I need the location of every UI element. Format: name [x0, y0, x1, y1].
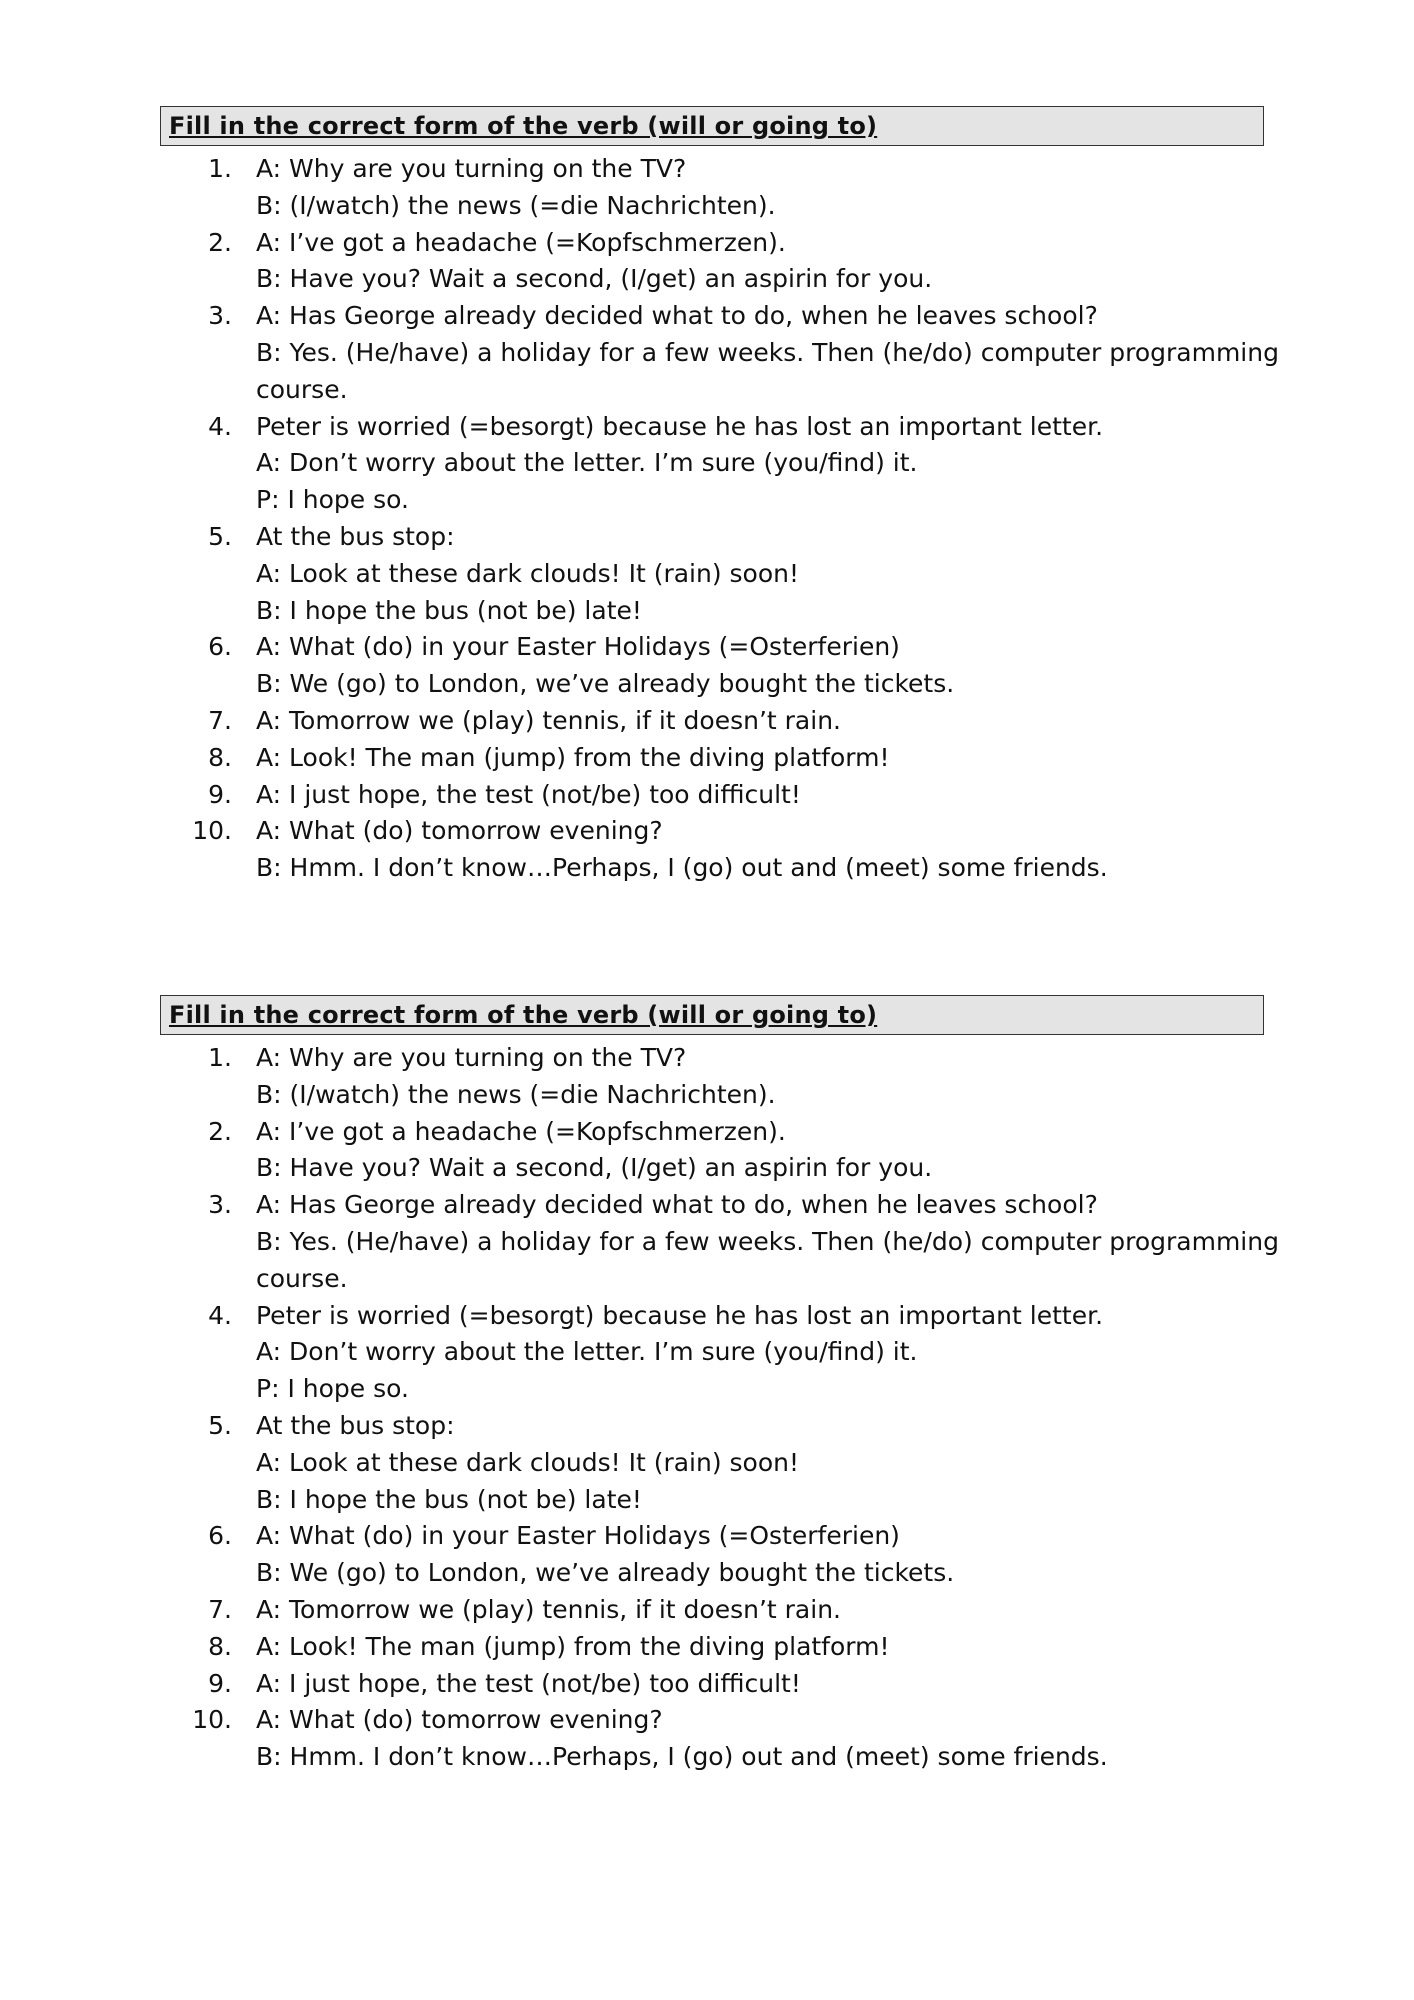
item-text: A: Don’t worry about the letter. I’m sure (you/find) it. [256, 448, 918, 478]
exercise-item-line [0, 1370, 1414, 1407]
exercise-item-line [0, 297, 1414, 334]
exercise-header-box [160, 106, 1264, 146]
exercise-item-line [0, 260, 1414, 297]
exercise-item-line [0, 1701, 1414, 1738]
item-text: A: I just hope, the test (not/be) too difficult! [256, 1668, 801, 1698]
item-text: B: Have you? Wait a second, (I/get) an aspirin for you. [256, 264, 933, 294]
exercise-item-line [0, 555, 1414, 592]
item-number: 4. [208, 1300, 232, 1330]
item-text: P: I hope so. [256, 1374, 409, 1404]
item-number: 4. [208, 411, 232, 441]
item-number: 5. [208, 522, 232, 551]
item-number: 9. [208, 779, 232, 809]
exercise-item-line [0, 1444, 1414, 1481]
item-text: B: Hmm. I don’t know…Perhaps, I (go) out and (meet) some friends. [256, 1742, 1108, 1772]
exercise-item-line [0, 444, 1414, 481]
exercise-item-line [0, 1628, 1414, 1665]
exercise-item-line [0, 187, 1414, 224]
item-text: A: I’ve got a headache (=Kopfschmerzen). [256, 1116, 786, 1146]
item-text: B: Yes. (He/have) a holiday for a few weeks. Then (he/do) computer programming [256, 338, 1279, 367]
exercise-item-line [0, 1407, 1414, 1444]
item-text: B: We (go) to London, we’ve already bought the tickets. [256, 669, 955, 699]
exercise-item-line [0, 1297, 1414, 1334]
exercise-item-line [0, 1591, 1414, 1628]
item-text: B: (I/watch) the news (=die Nachrichten). [256, 190, 776, 220]
item-text: course. [256, 374, 348, 404]
exercise-item-line [0, 1517, 1414, 1554]
exercise-item-line [0, 1481, 1414, 1518]
exercise-header: Fill in the correct form of the verb (will or going to) [169, 1001, 878, 1029]
item-text: P: I hope so. [256, 485, 409, 515]
item-text: B: I hope the bus (not be) late! [256, 1484, 642, 1514]
item-text: Peter is worried (=besorgt) because he has lost an important letter. [256, 1300, 1104, 1330]
item-number: 7. [208, 706, 232, 735]
item-number: 7. [208, 1595, 232, 1624]
item-text: A: What (do) tomorrow evening? [256, 816, 663, 846]
item-text: A: Has George already decided what to do, when he leaves school? [256, 301, 1098, 331]
item-text: At the bus stop: [256, 522, 455, 551]
exercise-item-line [0, 665, 1414, 702]
item-text: A: Has George already decided what to do, when he leaves school? [256, 1190, 1098, 1220]
item-number: 2. [208, 227, 232, 257]
item-number: 1. [208, 154, 232, 183]
item-text: A: Look at these dark clouds! It (rain) soon! [256, 558, 800, 588]
exercise-item-line [0, 1260, 1414, 1297]
item-number: 9. [208, 1668, 232, 1698]
exercise-header-box [160, 995, 1264, 1035]
item-text: A: Look! The man (jump) from the diving platform! [256, 1631, 890, 1661]
item-text: B: Hmm. I don’t know…Perhaps, I (go) out and (meet) some friends. [256, 853, 1108, 883]
item-text: B: We (go) to London, we’ve already bought the tickets. [256, 1558, 955, 1588]
item-text: B: Yes. (He/have) a holiday for a few weeks. Then (he/do) computer programming [256, 1227, 1279, 1256]
item-number: 3. [208, 301, 232, 331]
item-text: A: Why are you turning on the TV? [256, 1043, 687, 1072]
exercise-item-line [0, 481, 1414, 518]
item-number: 6. [208, 632, 232, 662]
item-number: 8. [208, 742, 232, 772]
exercise-header: Fill in the correct form of the verb (will or going to) [169, 112, 878, 140]
exercise-item-line [0, 334, 1414, 371]
item-number: 8. [208, 1631, 232, 1661]
exercise-item-line [0, 776, 1414, 813]
item-text: Peter is worried (=besorgt) because he has lost an important letter. [256, 411, 1104, 441]
item-text: A: Tomorrow we (play) tennis, if it doesn’t rain. [256, 1595, 841, 1624]
exercise-item-line [0, 408, 1414, 445]
exercise-item-line [0, 1149, 1414, 1186]
exercise-item-line [0, 1738, 1414, 1775]
exercise-item-line [0, 592, 1414, 629]
item-text: A: Tomorrow we (play) tennis, if it doesn’t rain. [256, 706, 841, 735]
exercise-item-line [0, 518, 1414, 555]
exercise-item-line [0, 1554, 1414, 1591]
item-text: B: (I/watch) the news (=die Nachrichten). [256, 1079, 776, 1109]
exercise-item-line [0, 1113, 1414, 1150]
item-number: 10. [192, 816, 232, 846]
item-text: course. [256, 1263, 348, 1293]
exercise-item-line [0, 812, 1414, 849]
item-text: B: Have you? Wait a second, (I/get) an aspirin for you. [256, 1153, 933, 1183]
item-text: A: Look at these dark clouds! It (rain) soon! [256, 1447, 800, 1477]
exercise-item-line [0, 371, 1414, 408]
exercise-item-line [0, 739, 1414, 776]
item-text: A: Don’t worry about the letter. I’m sure (you/find) it. [256, 1337, 918, 1367]
item-text: A: I just hope, the test (not/be) too difficult! [256, 779, 801, 809]
exercise-item-line [0, 1333, 1414, 1370]
item-text: A: What (do) in your Easter Holidays (=Osterferien) [256, 1521, 900, 1551]
item-text: A: What (do) in your Easter Holidays (=Osterferien) [256, 632, 900, 662]
exercise-item-line [0, 1039, 1414, 1076]
item-text: At the bus stop: [256, 1411, 455, 1440]
item-number: 3. [208, 1190, 232, 1220]
exercise-item-line [0, 849, 1414, 886]
item-text: A: Look! The man (jump) from the diving platform! [256, 742, 890, 772]
exercise-item-line [0, 150, 1414, 187]
exercise-item-line [0, 1665, 1414, 1702]
item-number: 6. [208, 1521, 232, 1551]
item-text: A: I’ve got a headache (=Kopfschmerzen). [256, 227, 786, 257]
item-number: 10. [192, 1705, 232, 1735]
exercise-item-line [0, 628, 1414, 665]
item-text: B: I hope the bus (not be) late! [256, 595, 642, 625]
exercise-item-line [0, 1076, 1414, 1113]
item-text: A: What (do) tomorrow evening? [256, 1705, 663, 1735]
exercise-item-line [0, 1186, 1414, 1223]
exercise-item-line [0, 1223, 1414, 1260]
item-text: A: Why are you turning on the TV? [256, 154, 687, 183]
exercise-item-line [0, 702, 1414, 739]
item-number: 5. [208, 1411, 232, 1440]
item-number: 1. [208, 1043, 232, 1072]
item-number: 2. [208, 1116, 232, 1146]
exercise-item-line [0, 224, 1414, 261]
